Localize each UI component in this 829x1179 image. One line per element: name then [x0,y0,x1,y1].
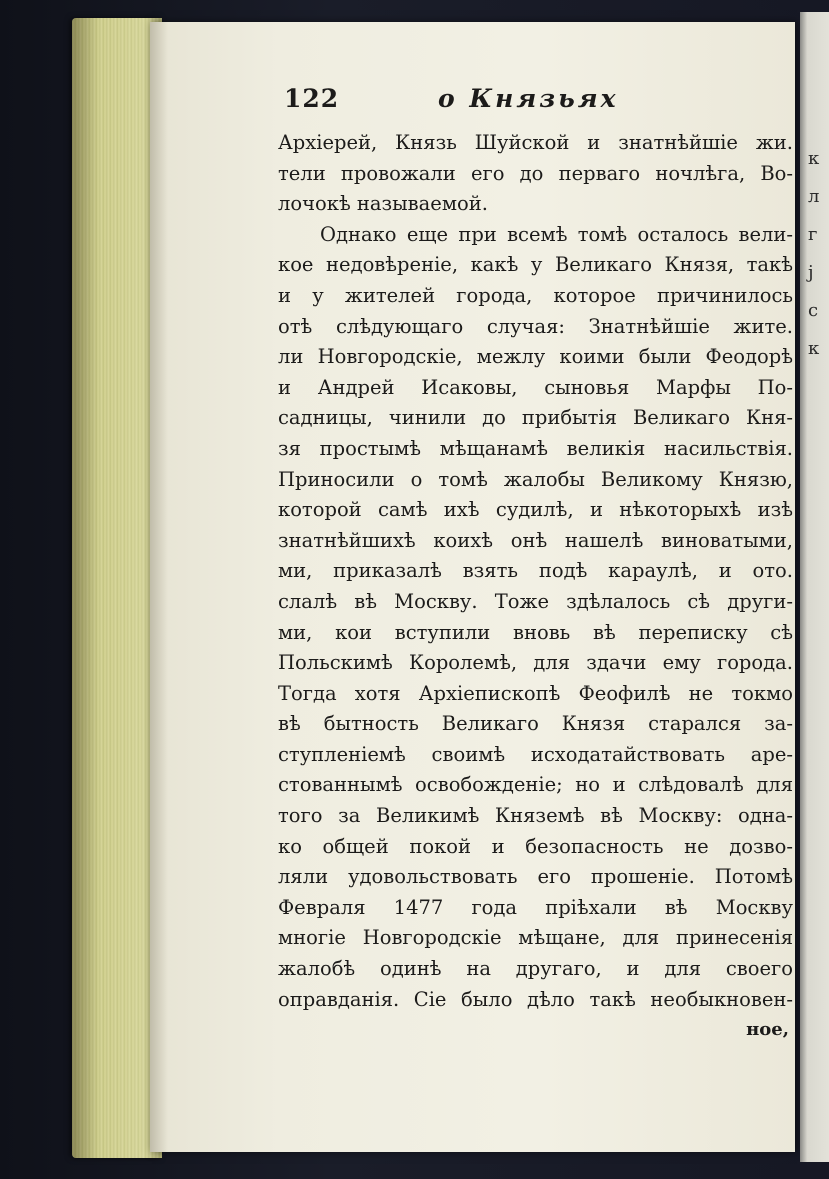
text-line: лочокѣ называемой. [278,192,488,216]
page-edges-shading [72,18,162,1158]
running-head: о Князьях [438,84,619,113]
text-line: Тогда хотя Архіепископѣ Феофилѣ не токмо [278,681,793,705]
facing-glyph: с [808,300,819,321]
body-text [278,128,793,1046]
text-line: кое недовѣреніе, какѣ у Великаго Князя, такѣ [278,253,793,277]
facing-page-glyphs [808,140,828,368]
text-line: слалѣ вѣ Москву. Тоже здѣлалось сѣ други- [278,589,793,613]
facing-glyph: ј [808,262,814,283]
text-line: ми, приказалѣ взять подѣ караулѣ, и ото. [278,559,793,583]
text-block [278,80,793,1046]
text-line: тели провожали его до перваго ночлѣга, Во- [278,161,793,185]
text-line: ко общей покой и безопасность не дозво- [278,834,793,858]
page-number: 122 [284,84,340,113]
facing-glyph: к [808,338,820,359]
text-line: Февраля 1477 года пріѣхали вѣ Москву [278,895,793,919]
text-line: многіе Новгородскіе мѣщане, для принесенія [278,926,793,950]
text-line: ступленіемѣ своимѣ исходатайствовать аре- [278,742,793,766]
text-line: Архіерей, Князь Шуйской и знатнѣйшіе жи. [278,131,793,154]
text-line: и Андрей Исаковы, сыновья Марфы По- [278,375,793,399]
catchword: ное, [746,1019,789,1041]
text-line: того за Великимѣ Княземѣ вѣ Москву: одна- [278,804,793,828]
text-line: ляли удовольствовать его прошеніе. Потомѣ [278,865,793,889]
text-line: жалобѣ одинѣ на другаго, и для своего [278,957,793,981]
text-line: ми, кои вступили вновь вѣ переписку сѣ [278,620,793,644]
text-line: зя простымѣ мѣщанамѣ великія насильствія. [278,436,793,460]
text-line: ли Новгородскіе, межлу коими были Феодорѣ [278,345,793,369]
page-header [278,80,793,128]
text-line: садницы, чинили до прибытія Великаго Кня- [278,406,793,430]
text-line: Польскимѣ Королемѣ, для здачи ему города. [278,651,793,675]
page-gutter-shadow [150,22,168,1152]
text-line: Однако еще при всемѣ томѣ осталось вели- [320,222,793,246]
facing-glyph: к [808,148,820,169]
text-line: которой самѣ ихѣ судилѣ, и нѣкоторыхѣ изѣ [278,498,793,522]
facing-glyph: л [808,186,820,207]
text-line: оправданія. Сіе было дѣло такѣ необыкновен- [278,987,793,1011]
facing-glyph: г [808,224,818,245]
text-line: знатнѣйшихѣ коихѣ онѣ нашелѣ виноватыми, [278,528,793,552]
text-line: и у жителей города, которое причинилось [278,283,793,307]
text-line: отѣ слѣдующаго случая: Знатнѣйшіе жите. [278,314,793,338]
text-line: стованнымѣ освобожденіе; но и слѣдовалѣ для [278,773,793,797]
text-line: Приносили о томѣ жалобы Великому Князю, [278,467,793,491]
text-line: вѣ бытность Великаго Князя старался за- [278,712,793,736]
